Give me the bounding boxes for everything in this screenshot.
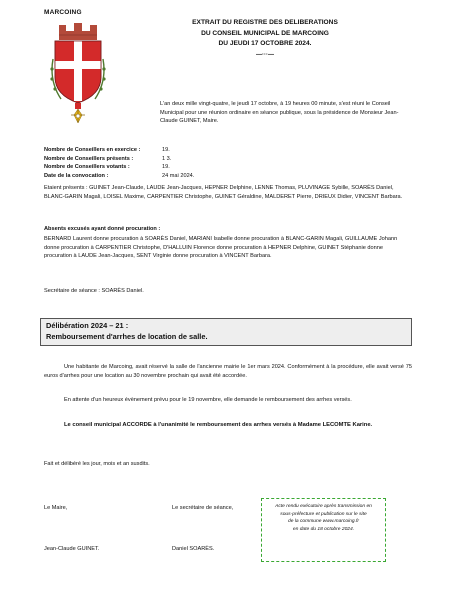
- header-line-2: DU CONSEIL MUNICIPAL DE MARCOING: [201, 29, 329, 37]
- count-value: 19.: [162, 164, 170, 171]
- body-paragraph-1: Une habitante de Marcoing, avait réservé la salle de l'ancienne mairie le 1er mars 2024. Conformément à la procédure, elle avait versé 75 euros d'arrhes pour une location au 30 novembre prochain qui avait été accordée.: [44, 364, 412, 379]
- notice-line-4: en date du 18 octobre 2024.: [292, 526, 355, 532]
- session-secretary: Secrétaire de séance : SOARÈS Daniel.: [44, 288, 144, 294]
- count-row: [44, 172, 194, 181]
- mayor-name: Jean-Claude GUINET.: [44, 546, 100, 552]
- notice-line-1: Acte rendu exécutoire après transmission en: [275, 504, 372, 509]
- deliberation-subject: Remboursement d'arrhes de location de salle.: [46, 331, 208, 341]
- executory-notice: [261, 498, 386, 562]
- count-value: 24 mai 2024.: [162, 172, 195, 179]
- count-label: Nombre de Conseillers en exercice :: [44, 147, 141, 153]
- intro-paragraph: L'an deux mille vingt-quatre, le jeudi 17 octobre, à 19 heures 00 minute, s'est réuni le Conseil Municipal pour une réunion ordinaire en séance publique, sous la présidence de Monsieur Jean-Claude GUINET, Maire.: [160, 101, 399, 125]
- document-header: [120, 18, 410, 60]
- signoff-line: Fait et délibéré les jour, mois et an susdits.: [44, 461, 150, 467]
- secretary-label: Le secrétaire de séance,: [172, 505, 234, 511]
- deliberation-number: Délibération 2024 – 21 :: [46, 321, 129, 330]
- notice-line-2: sous-préfecture et publication sur le site: [280, 511, 367, 517]
- town-crest-logo: [49, 19, 107, 127]
- count-label: Nombre de Conseillers présents :: [44, 155, 134, 162]
- excused-members: BERNARD Laurent donne procuration à SOARÈS Daniel, MARIANI Isabelle donne procuration à BLANC-GARIN Magali, GUILLAUME Johann donne procuration à CARPENTIER Christophe, D'HALLUIN Florence donne procuration à HEPNER Delphine, GUINET Stéphanie donne procuration à LAUDE Jean-Jacques, SENT Virginie donne procuration à VINCENT Barbara.: [44, 236, 398, 260]
- count-row: [44, 155, 194, 164]
- count-label: Nombre de Conseillers votants :: [44, 164, 130, 171]
- count-value: 19.: [162, 147, 170, 153]
- present-members: Etaient présents : GUINET Jean-Claude, LAUDE Jean-Jacques, HEPNER Delphine, LENNE Thomas, PLUVINAGE Sybille, SOARÈS Daniel, BLANC-GARIN Magali, LOISEL Maxime, CARPENTIER Christophe, GUINET Géraldine, MALDERET Pierre, DRIEUX Didier, VINCENT Barbara.: [44, 185, 403, 200]
- notice-line-3: de la commune www.marcoing.fr: [288, 519, 359, 525]
- count-label: Date de la convocation :: [44, 172, 109, 179]
- header-line-3: DU JEUDI 17 OCTOBRE 2024.: [218, 40, 312, 47]
- mayor-label: Le Maire,: [44, 505, 68, 511]
- town-label: MARCOING: [44, 9, 82, 16]
- count-row: [44, 163, 194, 172]
- council-counts: [44, 146, 194, 180]
- header-separator: —···—: [256, 51, 274, 58]
- count-value: 1 3.: [162, 155, 172, 162]
- secretary-name: Daniel SOARÈS.: [172, 546, 215, 552]
- body-paragraph-2: En attente d'un heureux évènement prévu pour le 19 novembre, elle demande le remboursement des arrhes versés.: [64, 397, 352, 403]
- council-decision: Le conseil municipal ACCORDE à l'unanimité le remboursement des arrhes versés à Madame LECOMTE Karine.: [64, 422, 373, 428]
- excused-title: Absents excusés ayant donné procuration :: [44, 226, 161, 232]
- deliberation-title: [46, 321, 208, 342]
- count-row: [44, 146, 194, 155]
- header-line-1: EXTRAIT DU REGISTRE DES DELIBERATIONS: [192, 19, 338, 26]
